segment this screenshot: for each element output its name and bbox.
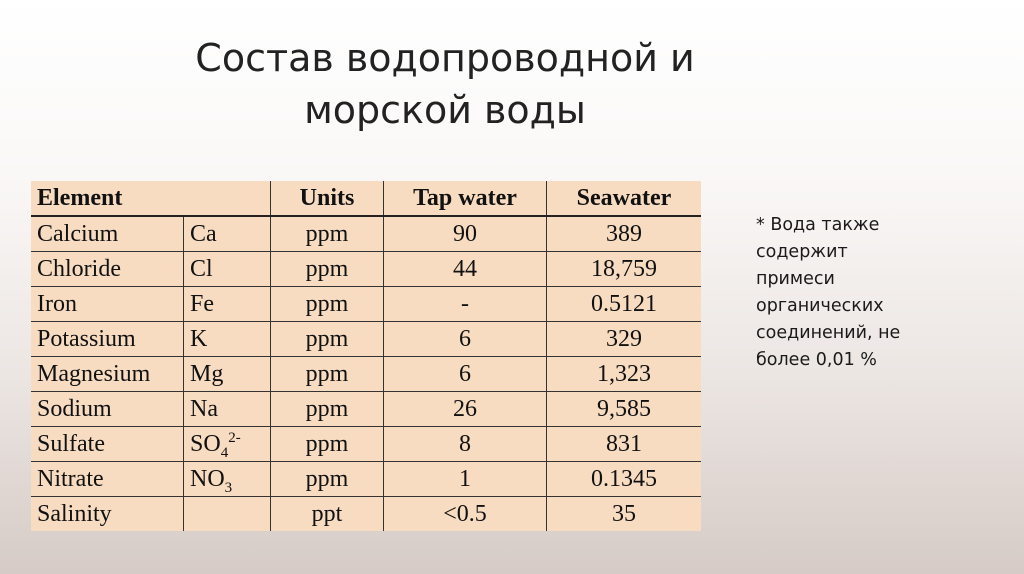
element-name-cell: Sodium [31,392,184,427]
element-symbol: Na [190,396,218,422]
element-name-cell: Potassium [31,322,184,357]
tap-water-cell: 6 [384,357,547,392]
tap-water-cell: 8 [384,427,547,462]
slide-title [100,32,790,136]
element-symbol-cell [184,427,271,462]
units-cell: ppm [271,216,384,252]
slide-title-line-2: морской воды [304,88,586,132]
element-symbol-cell [184,462,271,497]
footnote-line: более 0,01 % [756,350,877,370]
tap-water-cell: 26 [384,392,547,427]
table-row [31,357,701,392]
table-row [31,427,701,462]
element-symbol-cell [184,357,271,392]
element-symbol: Fe [190,291,214,317]
element-name-cell: Chloride [31,252,184,287]
slide-title-line-1: Состав водопроводной и [195,36,695,80]
header-units: Units [271,181,384,216]
element-name-cell: Salinity [31,497,184,532]
seawater-cell: 9,585 [547,392,702,427]
seawater-cell: 1,323 [547,357,702,392]
table-row [31,252,701,287]
footnote-line: органических [756,296,884,316]
element-symbol-cell [184,216,271,252]
seawater-cell: 831 [547,427,702,462]
element-name-cell: Magnesium [31,357,184,392]
footnote-line: * Вода также [756,215,880,235]
composition-table [31,181,701,531]
symbol-superscript: 2- [228,430,241,446]
symbol-subscript: 3 [224,479,233,496]
tap-water-cell: 1 [384,462,547,497]
footnote-line: содержит [756,242,848,262]
symbol-subscript: 4 [220,444,229,461]
element-symbol: Mg [190,361,224,387]
element-name-cell: Sulfate [31,427,184,462]
element-symbol: NO [190,466,225,492]
element-symbol: Ca [190,221,217,247]
seawater-cell: 0.5121 [547,287,702,322]
element-name-cell: Nitrate [31,462,184,497]
seawater-cell: 18,759 [547,252,702,287]
table-body [31,216,701,531]
seawater-cell: 0.1345 [547,462,702,497]
element-name-cell: Calcium [31,216,184,252]
tap-water-cell: 44 [384,252,547,287]
units-cell: ppm [271,462,384,497]
header-element: Element [31,181,271,216]
table-row [31,462,701,497]
element-symbol: Cl [190,256,213,282]
element-symbol-cell [184,392,271,427]
tap-water-cell: 6 [384,322,547,357]
seawater-cell: 35 [612,501,636,527]
tap-water-cell: <0.5 [384,497,547,532]
element-name-cell: Iron [31,287,184,322]
element-symbol: K [190,326,208,352]
units-cell: ppm [271,392,384,427]
units-cell: ppm [271,322,384,357]
footnote-line: соединений, не [756,323,901,343]
table-row [31,392,701,427]
element-symbol-cell [184,322,271,357]
table-row [31,497,701,532]
units-cell: ppm [271,252,384,287]
tap-water-cell: - [384,287,547,322]
units-cell: ppt [271,497,384,532]
footnote-line: примеси [756,269,835,289]
units-cell: ppm [271,357,384,392]
table-row [31,322,701,357]
seawater-cell: 329 [547,322,702,357]
seawater-cell: 389 [547,216,702,252]
units-cell: ppm [271,287,384,322]
element-symbol-cell [184,497,271,532]
footnote [756,212,956,374]
table-row [31,287,701,322]
element-symbol-cell [184,287,271,322]
header-tap-water: Tap water [384,181,547,216]
table-row [31,216,701,252]
table-header-row [31,181,701,216]
element-symbol-cell [184,252,271,287]
element-symbol: SO [190,431,221,457]
units-cell: ppm [271,427,384,462]
tap-water-cell: 90 [384,216,547,252]
header-seawater: Seawater [547,181,702,216]
